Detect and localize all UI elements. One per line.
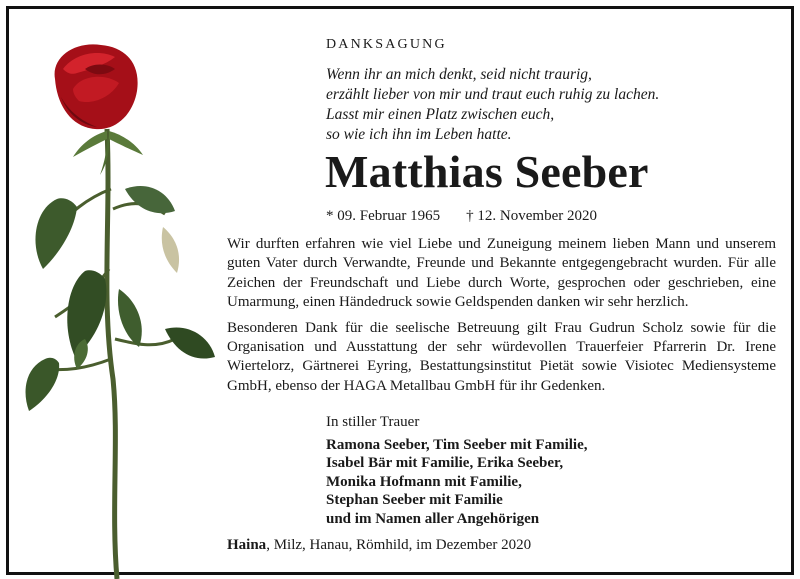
poem-line: Wenn ihr an mich denkt, seid nicht traurig, xyxy=(326,66,592,83)
mourner-names xyxy=(326,436,588,529)
place-and-date xyxy=(227,537,531,554)
mourner-line: Ramona Seeber, Tim Seeber mit Familie, xyxy=(326,436,588,453)
place-town: Haina xyxy=(227,537,267,553)
mourners-intro: In stiller Trauer xyxy=(326,414,420,430)
life-dates xyxy=(326,208,597,225)
birth-date: * 09. Februar 1965 xyxy=(326,208,441,224)
mourner-line: Monika Hofmann mit Familie, xyxy=(326,473,522,490)
place-rest: , Milz, Hanau, Römhild, im Dezember 2020 xyxy=(266,537,532,553)
mourners xyxy=(326,413,588,529)
mourner-line: Isabel Bär mit Familie, Erika Seeber, xyxy=(326,455,564,472)
body-paragraph: Wir durften erfahren wie viel Liebe und Zuneigung meinem lieben Mann und unserem guten Vater durch Verwandte, Freunde und Bekannte entgegengebracht wurden. Für alle Zeichen der Freundschaft und Liebe durch Worte, gesprochen oder geschrieben, eine Umarmung, einen Händedruck sowie Geldspenden danken wir sehr herzlich. xyxy=(227,236,776,311)
poem-line: Lasst mir einen Platz zwischen euch, xyxy=(326,106,555,123)
poem-line: erzählt lieber von mir und traut euch ruhig zu lachen. xyxy=(326,86,660,103)
thank-you-text xyxy=(227,235,776,402)
body-paragraph: Besonderen Dank für die seelische Betreuung gilt Frau Gudrun Scholz sowie für die Organisation und Ausstattung der sehr würdevollen Trauerfeier Pfarrerin Dr. Irene Wiertelorz, Gärtnerei Eyring, Bestattungsinstitut Pietät sowie Visiotec Mediensysteme GmbH, ebenso der HAGA Metallbau GmbH für ihr Gedenken. xyxy=(227,319,776,394)
heading: DANKSAGUNG xyxy=(326,37,447,52)
poem-line: so wie ich ihn im Leben hatte. xyxy=(326,126,512,143)
rose-image xyxy=(15,39,225,579)
mourner-line: und im Namen aller Angehörigen xyxy=(326,510,540,527)
deceased-name: Matthias Seeber xyxy=(325,146,649,197)
death-date: † 12. November 2020 xyxy=(466,208,597,224)
mourner-line: Stephan Seeber mit Familie xyxy=(326,492,503,509)
obituary-card xyxy=(6,6,794,575)
poem xyxy=(326,65,659,145)
